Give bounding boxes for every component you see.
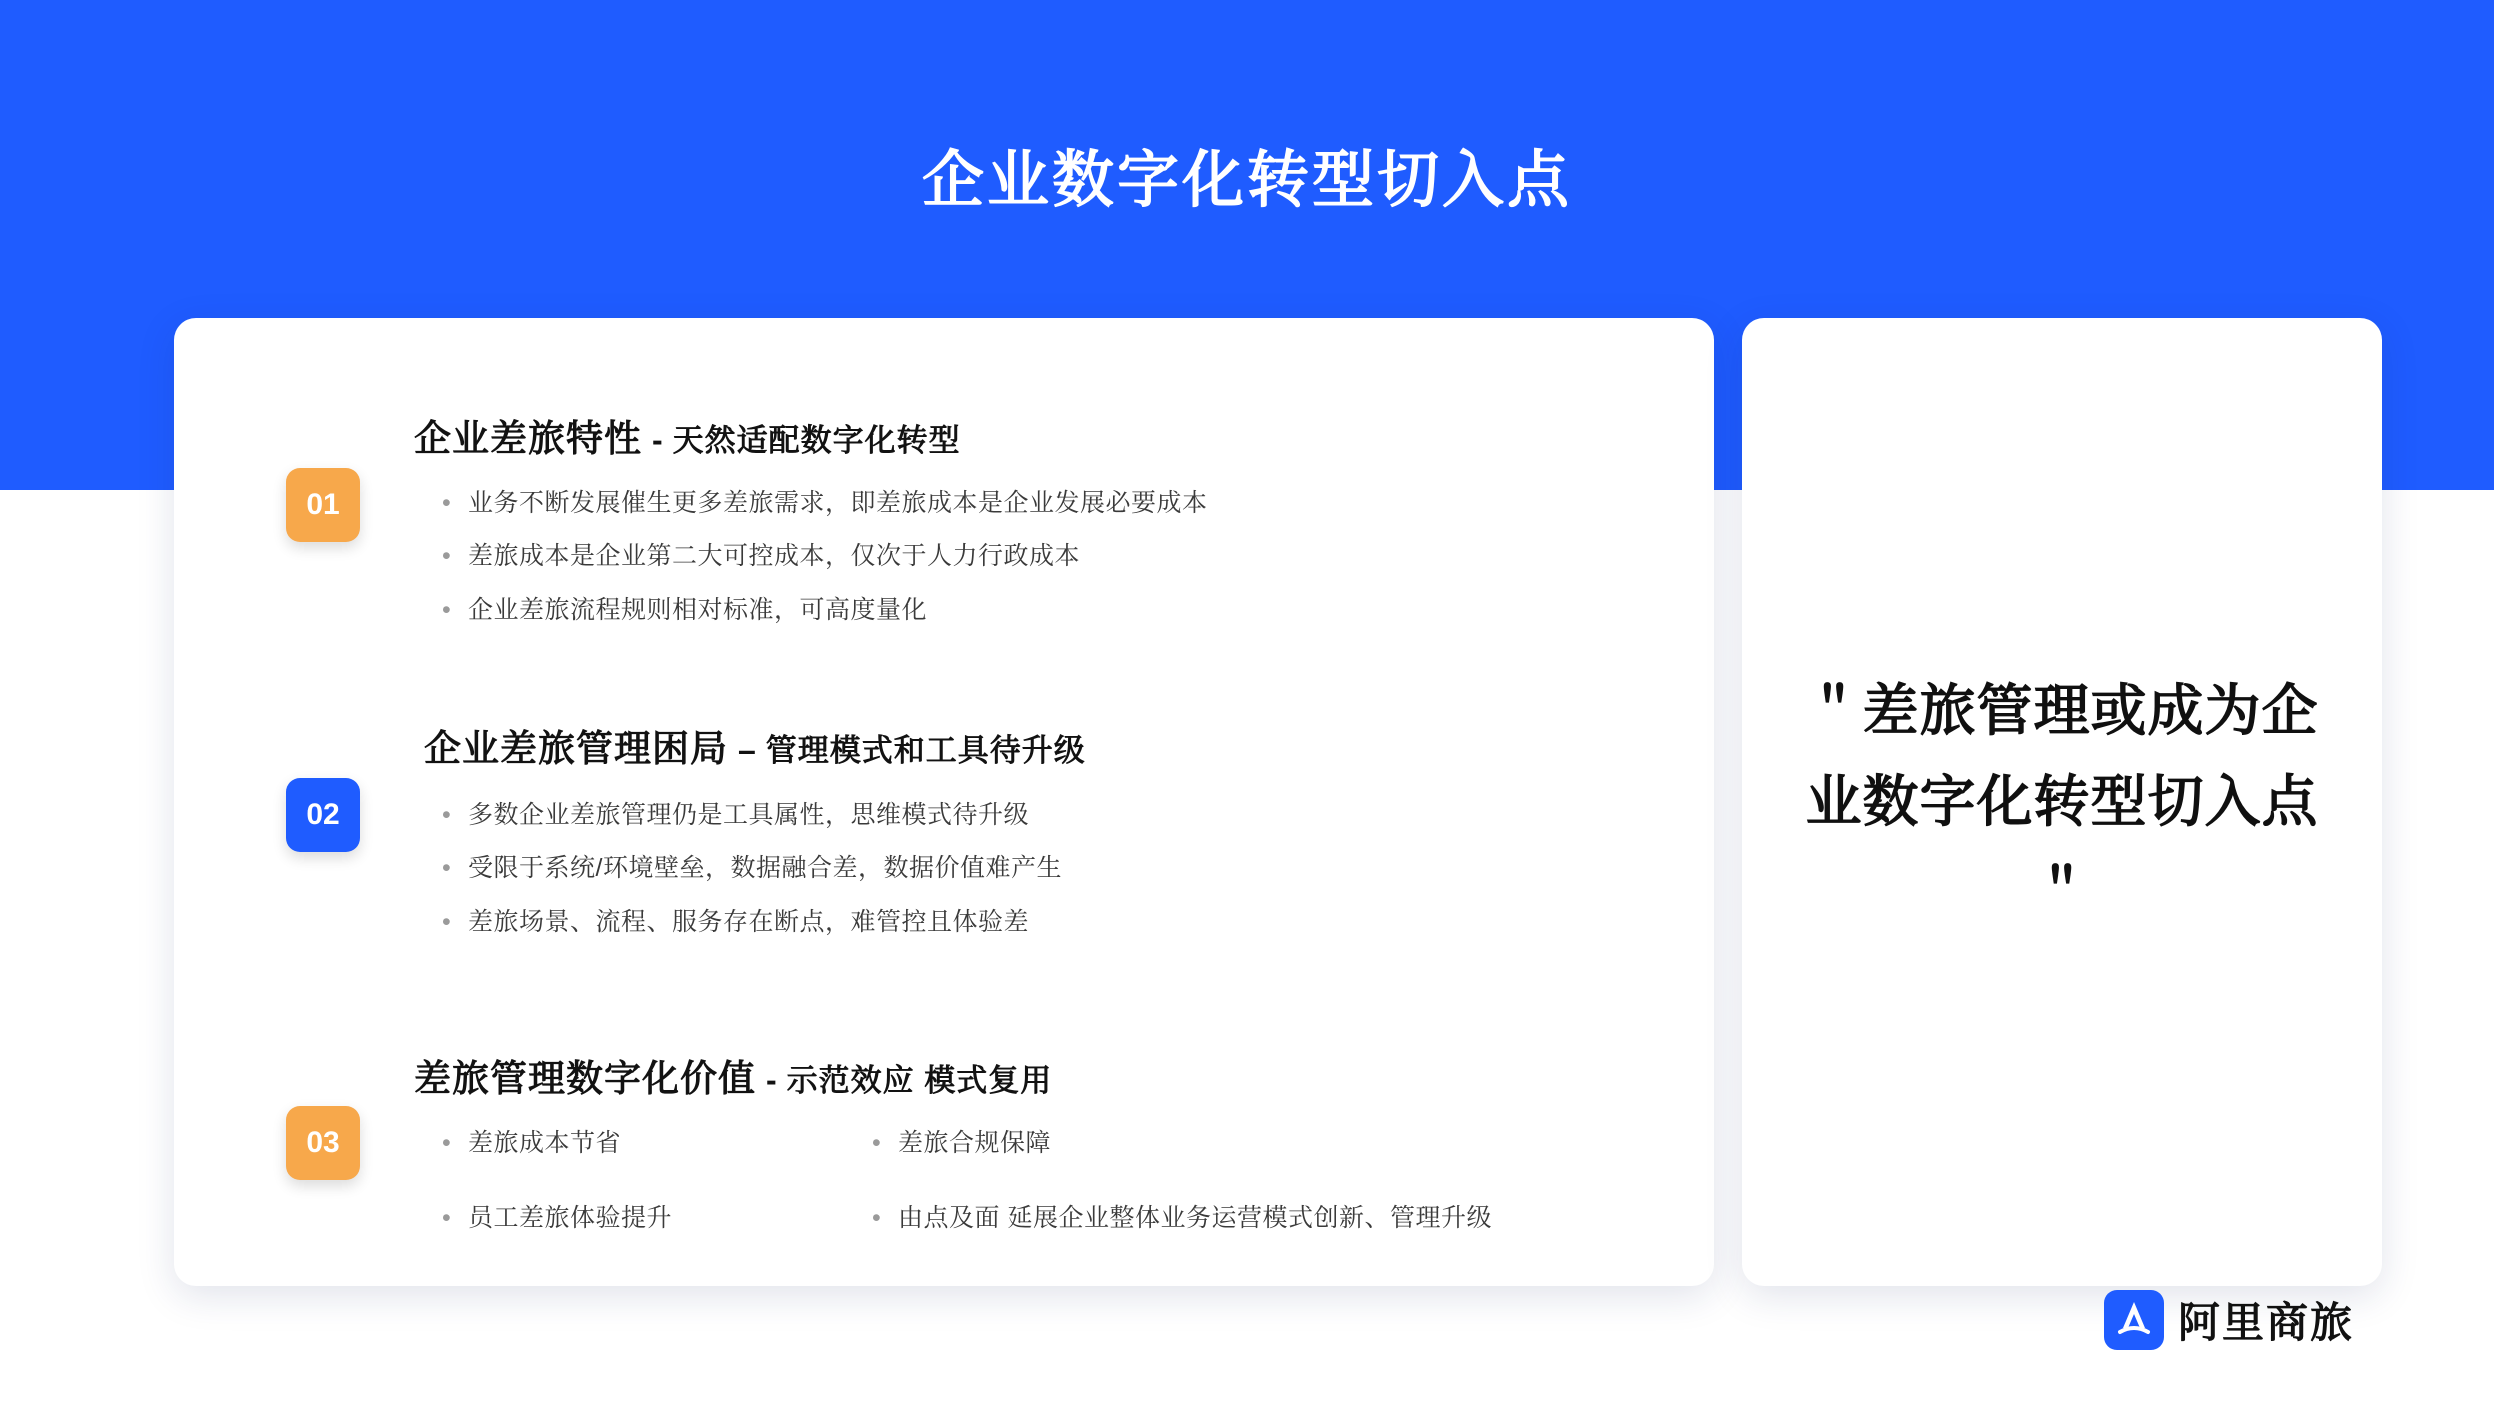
list-item-text: 员工差旅体验提升 [468,1204,673,1233]
list-item-text: 业务不断发展催生更多差旅需求，即差旅成本是企业发展必要成本 [468,489,1208,517]
section-number-badge-03: 03 [286,1106,360,1180]
quote-text: ＂差旅管理或成为企业数字化转型切入点＂ [1805,678,2319,924]
section-number-badge-02: 02 [286,778,360,852]
bullet-dot-icon: • [872,1129,881,1157]
section-bullets-01 [442,488,1208,648]
bullet-dot-icon: • [442,1129,451,1157]
section-bullets-03 [442,1128,1492,1257]
list-item-text: 差旅合规保障 [898,1129,1052,1157]
list-item [442,800,1062,831]
bullet-dot-icon: • [872,1204,881,1233]
bullet-dot-icon: • [442,542,451,571]
list-item [442,853,1062,884]
section-heading-02 [424,718,1086,772]
content-card [174,318,1714,1286]
list-item [442,1128,872,1159]
list-item-text: 差旅成本节省 [468,1129,622,1157]
section-heading-01 [414,408,961,462]
bullet-dot-icon: • [442,801,451,829]
list-item-text: 企业差旅流程规则相对标准，可高度量化 [468,595,928,624]
section-heading-main-02: 企业差旅管理困局 [424,728,728,769]
list-item-text: 受限于系统/环境壁垒，数据融合差，数据价值难产生 [468,854,1062,883]
brand-name: 阿里商旅 [2178,1299,2355,1346]
quote-card [1742,318,2382,1286]
page-title: 企业数字化转型切入点 [921,146,1572,215]
alitrip-logo-icon [2104,1290,2164,1350]
bullet-dot-icon: • [442,1204,451,1233]
section-number-badge-01: 01 [286,468,360,542]
section-heading-main-03: 差旅管理数字化价值 [414,1058,756,1099]
section-heading-sub-03: 示范效应 模式复用 [786,1063,1053,1098]
list-item-text: 由点及面 延展企业整体业务运营模式创新、管理升级 [898,1204,1492,1233]
section-heading-dash-02: – [738,732,756,768]
section-heading-dash-03: - [766,1062,777,1098]
section-heading-sub-01: 天然适配数字化转型 [672,423,961,458]
section-heading-dash-01: - [652,422,663,458]
list-item-text: 差旅场景、流程、服务存在断点，难管控且体验差 [468,907,1030,936]
list-item [442,488,1208,519]
list-item [442,541,1208,572]
brand-logo [2104,1290,2354,1350]
bullet-dot-icon: • [442,595,451,624]
section-heading-03 [414,1048,1052,1102]
section-heading-sub-02: 管理模式和工具待升级 [765,733,1086,768]
list-item-text: 差旅成本是企业第二大可控成本，仅次于人力行政成本 [468,542,1081,571]
list-item [872,1203,1492,1234]
list-item-text: 多数企业差旅管理仍是工具属性，思维模式待升级 [468,801,1030,829]
list-item [442,595,1208,626]
bullet-dot-icon: • [442,489,451,517]
list-item [872,1128,1492,1159]
bullet-dot-icon: • [442,854,451,883]
list-item [442,1203,872,1234]
list-item [442,907,1062,938]
section-heading-main-01: 企业差旅特性 [414,418,642,459]
section-bullets-02 [442,800,1062,960]
bullet-dot-icon: • [442,907,451,936]
